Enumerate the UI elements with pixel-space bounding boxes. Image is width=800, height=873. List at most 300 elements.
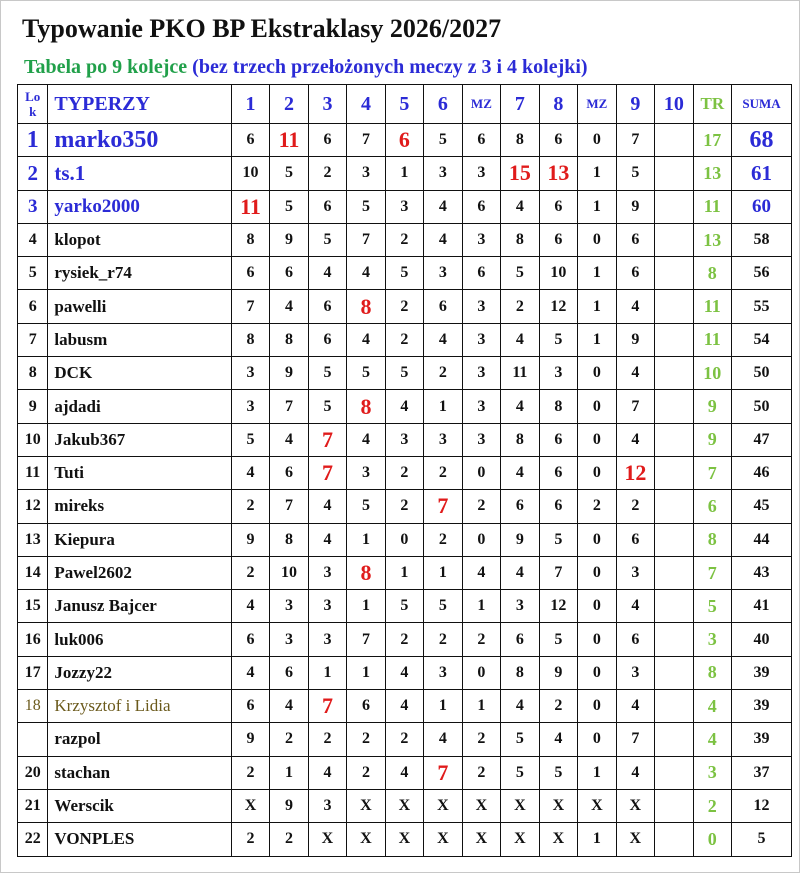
table-row	[18, 190, 792, 223]
score-cell: 7	[616, 124, 654, 157]
score-cell: 4	[462, 556, 500, 589]
score-cell: 2	[385, 456, 423, 489]
table-row	[18, 357, 792, 390]
score-cell: 5	[347, 357, 385, 390]
score-cell: X	[308, 823, 346, 856]
suma-cell: 40	[732, 623, 792, 656]
score-cell: 8	[270, 523, 308, 556]
player-name: ajdadi	[48, 390, 231, 423]
score-cell: 1	[578, 323, 616, 356]
score-cell: 1	[347, 590, 385, 623]
score-cell: 2	[462, 623, 500, 656]
score-cell: 5	[539, 756, 577, 789]
tr-cell: 4	[693, 690, 731, 723]
tr-cell: 13	[693, 157, 731, 190]
score-cell: 0	[462, 456, 500, 489]
score-cell: 2	[501, 290, 539, 323]
score-cell: 6	[231, 257, 269, 290]
score-cell: 4	[270, 423, 308, 456]
suma-cell: 60	[732, 190, 792, 223]
rank-cell: 20	[18, 756, 48, 789]
player-name: rysiek_r74	[48, 257, 231, 290]
score-cell: 9	[616, 323, 654, 356]
score-cell: 2	[347, 723, 385, 756]
score-cell: 5	[347, 490, 385, 523]
rank-cell	[18, 723, 48, 756]
suma-cell: 68	[732, 124, 792, 157]
score-cell: 0	[578, 590, 616, 623]
score-cell: 4	[347, 323, 385, 356]
score-cell: 0	[578, 656, 616, 689]
score-cell	[655, 323, 693, 356]
score-cell: 6	[462, 124, 500, 157]
score-cell: X	[231, 789, 269, 822]
score-cell: 5	[539, 523, 577, 556]
rank-cell: 6	[18, 290, 48, 323]
score-cell: 2	[385, 723, 423, 756]
score-cell: 6	[308, 124, 346, 157]
score-cell: 4	[385, 390, 423, 423]
score-cell: 0	[578, 556, 616, 589]
header-lp-line2: k	[29, 104, 37, 119]
score-cell: 5	[616, 157, 654, 190]
score-cell: 2	[385, 223, 423, 256]
score-cell: 2	[231, 756, 269, 789]
score-cell: 4	[501, 190, 539, 223]
player-name: klopot	[48, 223, 231, 256]
header-round-3: 3	[308, 85, 346, 124]
score-cell	[655, 723, 693, 756]
score-cell: 3	[385, 190, 423, 223]
subtitle-note: (bez trzech przełożonych meczy z 3 i 4 kolejki)	[192, 56, 588, 78]
score-cell: 9	[501, 523, 539, 556]
header-round-4: 4	[347, 85, 385, 124]
score-cell: 8	[347, 556, 385, 589]
tr-cell: 8	[693, 523, 731, 556]
table-row	[18, 823, 792, 856]
score-cell: 0	[578, 723, 616, 756]
score-cell: 6	[539, 190, 577, 223]
suma-cell: 39	[732, 656, 792, 689]
tr-cell: 5	[693, 590, 731, 623]
suma-cell: 56	[732, 257, 792, 290]
score-cell	[655, 357, 693, 390]
player-name: Janusz Bajcer	[48, 590, 231, 623]
table-row	[18, 656, 792, 689]
score-cell: 8	[231, 223, 269, 256]
page-subtitle	[24, 56, 588, 79]
player-name: Kiepura	[48, 523, 231, 556]
rank-cell: 7	[18, 323, 48, 356]
score-cell	[655, 756, 693, 789]
score-cell: 5	[539, 323, 577, 356]
score-cell: 0	[578, 523, 616, 556]
table-row	[18, 257, 792, 290]
score-cell: 3	[231, 357, 269, 390]
score-cell: 4	[231, 590, 269, 623]
suma-cell: 41	[732, 590, 792, 623]
table-row	[18, 423, 792, 456]
score-cell: 6	[616, 223, 654, 256]
suma-cell: 61	[732, 157, 792, 190]
score-cell: 4	[616, 290, 654, 323]
score-cell: 5	[270, 157, 308, 190]
score-cell: 4	[270, 690, 308, 723]
score-cell: 3	[270, 623, 308, 656]
score-cell: 4	[308, 490, 346, 523]
score-cell	[655, 590, 693, 623]
rank-cell: 11	[18, 456, 48, 489]
table-row	[18, 290, 792, 323]
score-cell: 4	[308, 756, 346, 789]
score-cell: 2	[424, 456, 462, 489]
score-cell: 0	[578, 390, 616, 423]
score-cell	[655, 623, 693, 656]
score-cell: 4	[501, 556, 539, 589]
score-cell: X	[539, 789, 577, 822]
score-cell: 6	[616, 623, 654, 656]
rank-cell: 14	[18, 556, 48, 589]
table-row	[18, 323, 792, 356]
table-row	[18, 523, 792, 556]
score-cell: 5	[270, 190, 308, 223]
player-name: Jakub367	[48, 423, 231, 456]
score-cell: 5	[308, 357, 346, 390]
rank-cell: 16	[18, 623, 48, 656]
score-cell: 2	[539, 690, 577, 723]
score-cell: 5	[501, 723, 539, 756]
score-cell: 6	[308, 190, 346, 223]
score-cell: 3	[424, 423, 462, 456]
score-cell: 3	[231, 390, 269, 423]
suma-cell: 12	[732, 789, 792, 822]
suma-cell: 47	[732, 423, 792, 456]
score-cell: 8	[501, 124, 539, 157]
score-cell: 8	[501, 223, 539, 256]
header-round-7: 7	[501, 85, 539, 124]
table-row	[18, 590, 792, 623]
score-cell: 4	[424, 723, 462, 756]
score-cell: 6	[231, 124, 269, 157]
tr-cell: 8	[693, 257, 731, 290]
header-round-2: 2	[270, 85, 308, 124]
score-cell: 4	[347, 423, 385, 456]
score-cell: 5	[308, 390, 346, 423]
rank-cell: 18	[18, 690, 48, 723]
score-cell	[655, 456, 693, 489]
score-cell: 6	[270, 656, 308, 689]
score-cell	[655, 556, 693, 589]
score-cell: 9	[539, 656, 577, 689]
score-cell: 3	[308, 789, 346, 822]
score-cell: 4	[308, 523, 346, 556]
score-cell: 2	[385, 490, 423, 523]
header-round-6: 6	[424, 85, 462, 124]
score-cell: 6	[308, 323, 346, 356]
score-cell: 6	[616, 523, 654, 556]
tr-cell: 3	[693, 623, 731, 656]
score-cell: 4	[385, 756, 423, 789]
player-name: yarko2000	[48, 190, 231, 223]
score-cell	[655, 523, 693, 556]
header-suma: SUMA	[732, 85, 792, 124]
score-cell: 8	[539, 390, 577, 423]
score-cell	[655, 223, 693, 256]
score-cell: 4	[501, 690, 539, 723]
score-cell	[655, 124, 693, 157]
score-cell: 4	[501, 456, 539, 489]
score-cell: 11	[270, 124, 308, 157]
tr-cell: 11	[693, 290, 731, 323]
player-name: ts.1	[48, 157, 231, 190]
score-cell: 3	[462, 423, 500, 456]
score-cell: 10	[231, 157, 269, 190]
score-cell: 11	[231, 190, 269, 223]
score-cell: 7	[616, 390, 654, 423]
rank-cell: 17	[18, 656, 48, 689]
score-cell: 7	[347, 223, 385, 256]
tr-cell: 8	[693, 656, 731, 689]
score-cell	[655, 490, 693, 523]
score-cell: 6	[385, 124, 423, 157]
table-row	[18, 556, 792, 589]
score-cell: 3	[462, 290, 500, 323]
score-cell	[655, 656, 693, 689]
score-cell: 2	[424, 357, 462, 390]
suma-cell: 50	[732, 357, 792, 390]
score-cell: 1	[578, 823, 616, 856]
score-cell: 3	[308, 590, 346, 623]
score-cell: 4	[501, 323, 539, 356]
score-cell: 2	[385, 323, 423, 356]
suma-cell: 39	[732, 690, 792, 723]
score-cell: 6	[539, 223, 577, 256]
score-cell: 11	[501, 357, 539, 390]
score-cell: 3	[462, 323, 500, 356]
score-cell: X	[385, 823, 423, 856]
score-cell: 3	[616, 556, 654, 589]
suma-cell: 43	[732, 556, 792, 589]
score-cell: 9	[231, 723, 269, 756]
table-row	[18, 756, 792, 789]
score-cell: X	[385, 789, 423, 822]
score-cell: 7	[270, 390, 308, 423]
score-cell: X	[501, 823, 539, 856]
score-cell	[655, 690, 693, 723]
suma-cell: 37	[732, 756, 792, 789]
score-cell: 0	[578, 357, 616, 390]
score-cell: 5	[385, 257, 423, 290]
score-cell: 1	[270, 756, 308, 789]
score-cell: 4	[231, 656, 269, 689]
score-cell: 3	[424, 656, 462, 689]
standings-body	[18, 124, 792, 857]
score-cell: 2	[347, 756, 385, 789]
header-round-5: 5	[385, 85, 423, 124]
tr-cell: 11	[693, 190, 731, 223]
score-cell: 1	[462, 590, 500, 623]
rank-cell: 15	[18, 590, 48, 623]
score-cell: 3	[462, 223, 500, 256]
table-row	[18, 723, 792, 756]
rank-cell: 13	[18, 523, 48, 556]
score-cell: 7	[616, 723, 654, 756]
header-round-1: 1	[231, 85, 269, 124]
score-cell: 3	[270, 590, 308, 623]
tr-cell: 7	[693, 556, 731, 589]
score-cell: 9	[616, 190, 654, 223]
score-cell: 3	[501, 590, 539, 623]
score-cell: X	[462, 823, 500, 856]
score-cell: 5	[385, 590, 423, 623]
score-cell: 4	[424, 223, 462, 256]
player-name: Pawel2602	[48, 556, 231, 589]
score-cell: 6	[539, 423, 577, 456]
score-cell: X	[539, 823, 577, 856]
score-cell: X	[616, 823, 654, 856]
score-cell: 2	[231, 556, 269, 589]
score-cell: 6	[424, 290, 462, 323]
score-cell: X	[616, 789, 654, 822]
score-cell	[655, 290, 693, 323]
score-cell: 2	[308, 157, 346, 190]
score-cell: 2	[462, 490, 500, 523]
score-cell: 4	[424, 190, 462, 223]
table-row	[18, 223, 792, 256]
score-cell: 5	[501, 257, 539, 290]
header-lp	[18, 85, 48, 124]
player-name: DCK	[48, 357, 231, 390]
score-cell: 0	[462, 656, 500, 689]
tr-cell: 9	[693, 423, 731, 456]
header-tr: TR	[693, 85, 731, 124]
tr-cell: 6	[693, 490, 731, 523]
score-cell: 7	[539, 556, 577, 589]
player-name: razpol	[48, 723, 231, 756]
score-cell: 6	[231, 623, 269, 656]
score-cell: 4	[347, 257, 385, 290]
score-cell: 2	[462, 723, 500, 756]
score-cell: 3	[462, 157, 500, 190]
score-cell: 13	[539, 157, 577, 190]
score-cell: 4	[385, 690, 423, 723]
score-cell: 1	[578, 257, 616, 290]
score-cell: 1	[424, 556, 462, 589]
score-cell: 3	[539, 357, 577, 390]
rank-cell: 22	[18, 823, 48, 856]
score-cell: 12	[616, 456, 654, 489]
table-row	[18, 390, 792, 423]
score-cell: 4	[539, 723, 577, 756]
score-cell: 6	[462, 257, 500, 290]
score-cell: 3	[347, 456, 385, 489]
score-cell: 8	[270, 323, 308, 356]
score-cell: 5	[539, 623, 577, 656]
score-cell	[655, 789, 693, 822]
rank-cell: 3	[18, 190, 48, 223]
score-cell: 8	[347, 290, 385, 323]
suma-cell: 46	[732, 456, 792, 489]
score-cell: 4	[616, 423, 654, 456]
score-cell: 2	[578, 490, 616, 523]
score-cell: 6	[501, 623, 539, 656]
table-row	[18, 157, 792, 190]
tr-cell: 3	[693, 756, 731, 789]
score-cell	[655, 190, 693, 223]
score-cell	[655, 157, 693, 190]
score-cell	[655, 823, 693, 856]
score-cell: 1	[424, 690, 462, 723]
score-cell: 1	[578, 190, 616, 223]
score-cell: 6	[270, 456, 308, 489]
score-cell: 3	[424, 157, 462, 190]
score-cell: 6	[231, 690, 269, 723]
score-cell: 9	[270, 223, 308, 256]
score-cell: 6	[347, 690, 385, 723]
score-cell: 2	[308, 723, 346, 756]
score-cell: 4	[616, 690, 654, 723]
score-cell: 4	[308, 257, 346, 290]
score-cell: 1	[462, 690, 500, 723]
score-cell: 3	[308, 556, 346, 589]
score-cell: 0	[578, 124, 616, 157]
player-name: mireks	[48, 490, 231, 523]
score-cell: 12	[539, 290, 577, 323]
score-cell: 4	[231, 456, 269, 489]
score-cell: 4	[501, 390, 539, 423]
score-cell: 2	[231, 823, 269, 856]
table-row	[18, 623, 792, 656]
score-cell: 7	[231, 290, 269, 323]
suma-cell: 58	[732, 223, 792, 256]
score-cell: 2	[424, 623, 462, 656]
table-row	[18, 690, 792, 723]
tr-cell: 17	[693, 124, 731, 157]
rank-cell: 4	[18, 223, 48, 256]
standings-table	[17, 84, 792, 857]
score-cell: 3	[462, 357, 500, 390]
score-cell: 6	[501, 490, 539, 523]
score-cell	[655, 423, 693, 456]
score-cell: 5	[347, 190, 385, 223]
score-cell: 2	[270, 723, 308, 756]
score-cell: 0	[578, 690, 616, 723]
suma-cell: 45	[732, 490, 792, 523]
score-cell: 10	[539, 257, 577, 290]
score-cell: 6	[270, 257, 308, 290]
tr-cell: 9	[693, 390, 731, 423]
score-cell: 4	[616, 357, 654, 390]
score-cell: 1	[578, 157, 616, 190]
table-row	[18, 789, 792, 822]
score-cell: 5	[231, 423, 269, 456]
score-cell: 8	[501, 423, 539, 456]
subtitle-table-after: Tabela po 9 kolejce	[24, 56, 188, 78]
score-cell: 1	[424, 390, 462, 423]
score-cell: 4	[270, 290, 308, 323]
score-cell: 4	[424, 323, 462, 356]
score-cell: 6	[308, 290, 346, 323]
tr-cell: 0	[693, 823, 731, 856]
suma-cell: 50	[732, 390, 792, 423]
score-cell: 3	[424, 257, 462, 290]
rank-cell: 21	[18, 789, 48, 822]
player-name: VONPLES	[48, 823, 231, 856]
player-name: stachan	[48, 756, 231, 789]
header-round-10: 10	[655, 85, 693, 124]
score-cell: 9	[231, 523, 269, 556]
score-cell: 8	[347, 390, 385, 423]
